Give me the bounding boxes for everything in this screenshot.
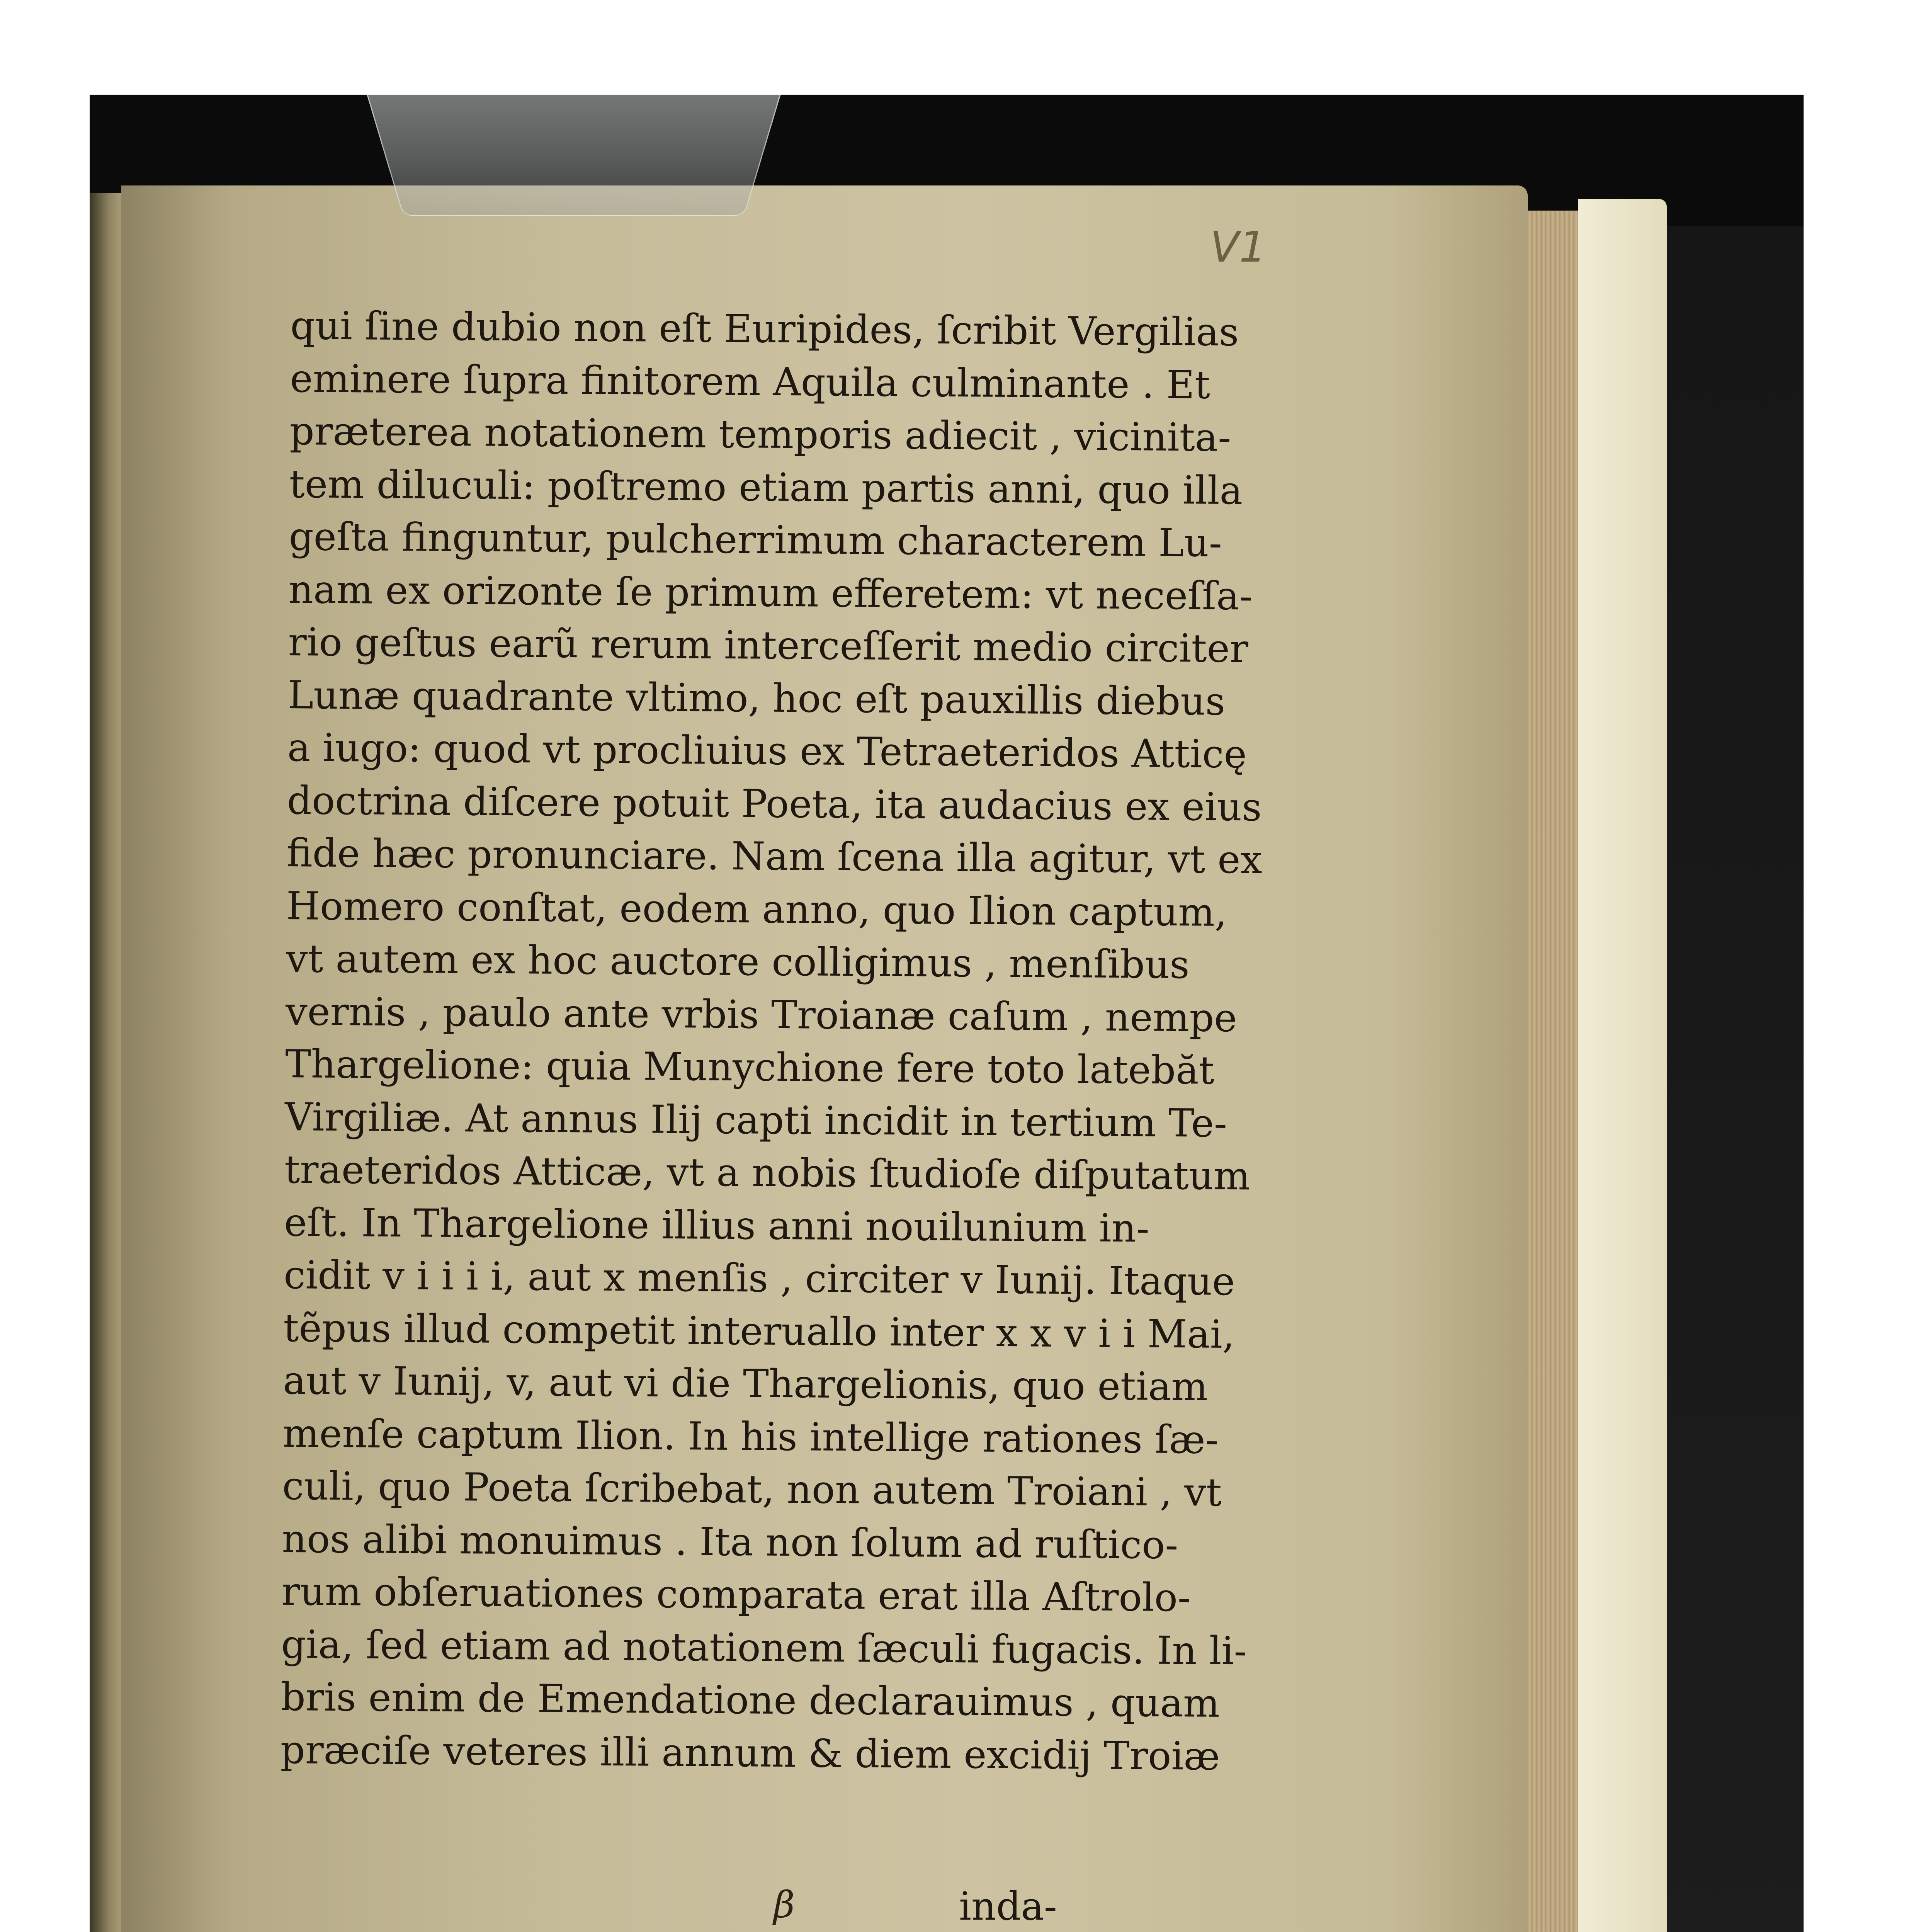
catchword: inda- bbox=[959, 1884, 1057, 1929]
text-line: Thargelione: quia Munychione fere toto latebăt bbox=[285, 1041, 1215, 1093]
text-line: menſe captum Ilion. In his intellige rationes ſæ- bbox=[282, 1410, 1219, 1463]
text-line: præciſe veteres illi annum & diem excidij Troiæ bbox=[280, 1727, 1220, 1779]
background-panel bbox=[1667, 226, 1804, 1932]
text-line: rio geſtus earũ rerum interceſſerit medio circiter bbox=[288, 619, 1249, 672]
book-cover-board bbox=[1578, 199, 1667, 1932]
top-page-clip bbox=[358, 95, 789, 216]
text-line: traeteridos Atticæ, vt a nobis ſtudioſe diſputatum bbox=[284, 1146, 1251, 1199]
text-line: a iugo: quod vt procliuius ex Tetraeteridos Atticę bbox=[287, 724, 1247, 777]
text-line: Lunæ quadrante vltimo, hoc eſt pauxillis diebus bbox=[287, 672, 1226, 724]
text-line: aut v Iunij, v, aut vi die Thargelionis, quo etiam bbox=[283, 1357, 1208, 1410]
text-block-fore-edge bbox=[1528, 211, 1578, 1932]
text-line: tẽpus illud competit interuallo inter x x v i i Mai, bbox=[283, 1305, 1235, 1357]
text-line: Virgiliæ. At annus Ilij capti incidit in tertium Te- bbox=[284, 1094, 1227, 1146]
text-line: doctrina diſcere potuit Poeta, ita audacius ex eius bbox=[287, 777, 1262, 830]
text-line: rum obſeruationes comparata erat illa Aſtrolo- bbox=[281, 1568, 1191, 1621]
text-line: gia, ſed etiam ad notationem ſæculi fugacis. In li- bbox=[281, 1621, 1247, 1673]
signature-mark: β bbox=[774, 1884, 795, 1926]
text-line: geſta finguntur, pulcherrimum characterem Lu- bbox=[289, 514, 1222, 566]
text-line: Homero conſtat, eodem anno, quo Ilion captum, bbox=[286, 883, 1227, 935]
folio-mark: V1 bbox=[1210, 222, 1267, 272]
text-line: tem diluculi: poſtremo etiam partis anni, quo illa bbox=[289, 461, 1243, 513]
text-line: eſt. In Thargelione illius anni nouilunium in- bbox=[284, 1199, 1150, 1251]
text-line: nos alibi monuimus . Ita non ſolum ad ruſtico- bbox=[282, 1516, 1178, 1568]
text-line: nam ex orizonte ſe primum efferetem: vt neceſſa- bbox=[288, 566, 1253, 619]
facing-page-edge bbox=[90, 193, 121, 1932]
page-photograph bbox=[90, 95, 1804, 1932]
text-line: eminere ſupra finitorem Aquila culminante . Et bbox=[290, 355, 1210, 408]
text-line: culi, quo Poeta ſcribebat, non autem Troiani , vt bbox=[282, 1463, 1222, 1515]
text-line: vernis , paulo ante vrbis Troianæ caſum , nempe bbox=[285, 988, 1237, 1041]
text-line: bris enim de Emendatione declarauimus , quam bbox=[281, 1674, 1220, 1726]
text-line: cidit v i i i i, aut x menſis , circiter v Iunij. Itaque bbox=[283, 1252, 1235, 1304]
text-line: qui ſine dubio non eſt Euripides, ſcribit Vergilias bbox=[290, 303, 1239, 355]
text-line: fide hæc pronunciare. Nam ſcena illa agitur, vt ex bbox=[286, 830, 1263, 883]
body-text bbox=[280, 299, 1263, 1783]
text-line: vt autem ex hoc auctore colligimus , menſibus bbox=[286, 935, 1190, 988]
text-line: præterea notationem temporis adiecit , vicinita- bbox=[289, 408, 1231, 461]
